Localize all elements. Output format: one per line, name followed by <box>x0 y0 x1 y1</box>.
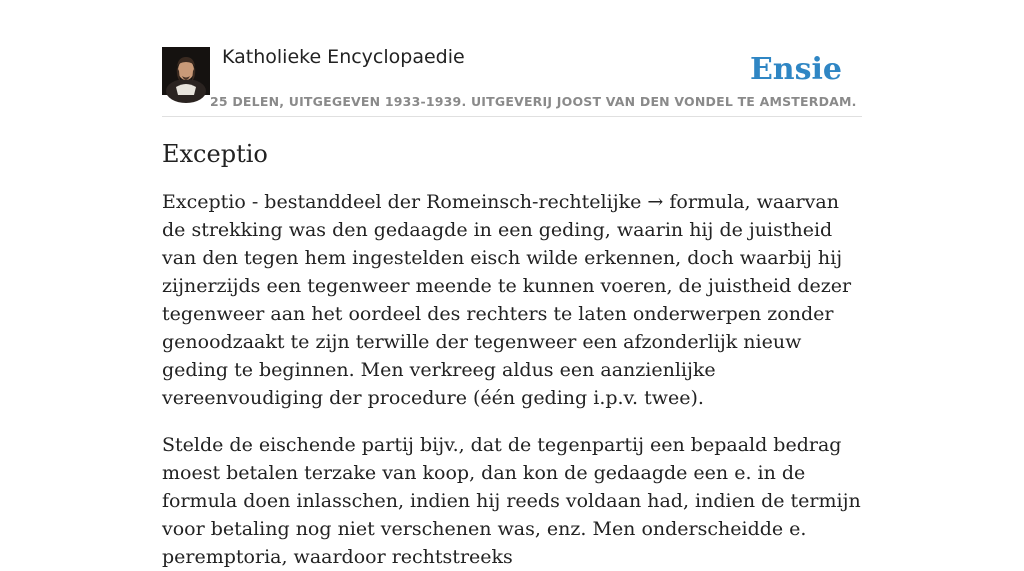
source-subtitle: 25 DELEN, UITGEGEVEN 1933-1939. UITGEVERIJ JOOST VAN DEN VONDEL TE AMSTERDAM. <box>210 94 857 109</box>
article-title: Exceptio <box>162 140 268 168</box>
article-paragraph-2: Stelde de eischende partij bijv., dat de tegenpartij een bepaald bedrag moest betalen terzake van koop, dan kon de gedaagde een e. in de formula doen inlasschen, indien hij reeds voldaan had, indien de termijn voor betaling nog niet verschenen was, enz. Men onderscheidde e. peremptoria, waardoor rechtstreeks <box>162 434 861 568</box>
ensie-logo-link[interactable]: Ensie <box>749 52 842 87</box>
source-title[interactable]: Katholieke Encyclopaedie <box>222 46 465 68</box>
portrait-image <box>162 47 210 95</box>
page-header <box>162 40 862 117</box>
article <box>162 138 862 571</box>
source-avatar[interactable] <box>162 47 210 95</box>
article-paragraph-1: Exceptio - bestanddeel der Romeinsch-rechtelijke → formula, waarvan de strekking was den gedaagde in een geding, waarin hij de juistheid van den tegen hem ingestelden eisch wilde erkennen, doch waarbij hij zijnerzijds een tegenweer meende te kunnen voeren, de juistheid dezer tegenweer aan het oordeel des rechters te laten onderwerpen zonder genoodzaakt te zijn terwille der tegenweer een afzonderlijk nieuw geding te beginnen. Men verkreeg aldus een aanzienlijke vereenvoudiging der procedure (één geding i.p.v. twee). <box>162 191 852 409</box>
